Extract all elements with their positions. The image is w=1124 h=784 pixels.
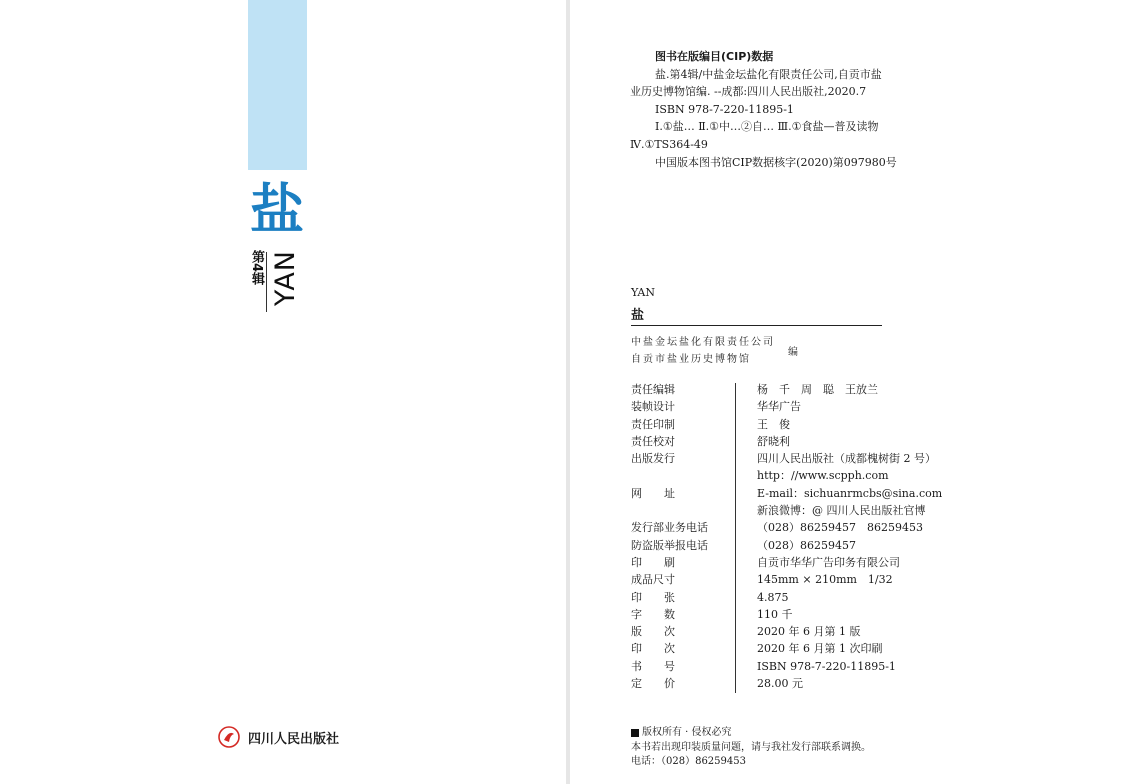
colophon-row (631, 485, 1071, 502)
rights-text: 版权所有 · 侵权必究 (642, 727, 732, 738)
colophon-value: 杨 千 周 聪 王放兰 (757, 383, 878, 396)
square-bullet-icon (631, 729, 639, 737)
colophon-label: 出版发行 (631, 452, 675, 466)
colophon-label: 印 刷 (631, 555, 675, 569)
colophon-row (631, 675, 1071, 692)
colophon-label: 印 次 (631, 642, 675, 656)
notice-line: 本书若出现印装质量问题，请与我社发行部联系调换。 (631, 741, 871, 753)
colophon-value: 华华广告 (757, 400, 801, 414)
right-page (570, 0, 1124, 784)
vertical-divider (266, 252, 267, 312)
colophon-value: 舒晓利 (757, 434, 790, 448)
colophon-value: 2020 年 6 月第 1 次印刷 (757, 642, 883, 656)
colophon-value: 四川人民出版社（成都槐树街 2 号） (757, 452, 936, 466)
colophon-row (631, 606, 1071, 623)
latin-title: YAN (270, 250, 301, 307)
publisher-name: 四川人民出版社 (248, 732, 340, 747)
colophon-value: 4.875 (757, 590, 789, 604)
colophon-row (631, 502, 1071, 519)
colophon-row (631, 537, 1071, 554)
colophon-label: 责任编辑 (631, 383, 675, 396)
cip-line: 盐.第4辑/中盐金坛盐化有限责任公司,自贡市盐 (655, 67, 882, 81)
colophon-value: 110 千 (757, 607, 793, 621)
colophon-label: 版 次 (631, 625, 675, 639)
colophon-row (631, 519, 1071, 536)
cip-block (630, 48, 930, 171)
colophon-value: 2020 年 6 月第 1 版 (757, 625, 861, 639)
publisher-logo-icon (218, 726, 240, 748)
colophon-row (631, 571, 1071, 588)
colophon-table (631, 381, 1071, 692)
colophon-label: 印 张 (631, 590, 675, 604)
colophon-value: 28.00 元 (757, 677, 803, 691)
colophon-row (631, 433, 1071, 450)
colophon-label: 字 数 (631, 607, 675, 621)
cip-line: Ⅳ.①TS364-49 (630, 137, 708, 151)
colophon-value: （028）86259457 (757, 538, 856, 552)
book-title-en: YAN (631, 286, 655, 299)
editor-org: 自贡市盐业历史博物馆 (631, 354, 751, 365)
colophon-value: 145mm × 210mm 1/32 (757, 573, 893, 587)
colophon-row (631, 640, 1071, 657)
colophon-value: 新浪微博：@ 四川人民出版社官博 (757, 504, 926, 518)
book-title-zh: 盐 (631, 308, 645, 323)
phone-line: 电话：（028）86259453 (631, 756, 746, 767)
colophon-row (631, 623, 1071, 640)
colophon-row (631, 398, 1071, 415)
colophon-row (631, 589, 1071, 606)
colophon-value: E-mail：sichuanrmcbs@sina.com (757, 486, 943, 500)
colophon-label: 网 址 (631, 486, 675, 500)
spine-color-bar (248, 0, 307, 170)
cover-title: 盐 (250, 178, 304, 241)
cip-line: 业历史博物馆编. --成都:四川人民出版社,2020.7 (630, 85, 867, 99)
colophon-label: 防盗版举报电话 (631, 538, 708, 552)
volume-label: 第4辑 (249, 250, 264, 286)
cip-heading: 图书在版编目(CIP)数据 (655, 50, 774, 63)
colophon-value: ISBN 978-7-220-11895-1 (757, 659, 896, 673)
rights-line (631, 726, 871, 741)
editors-block (631, 334, 775, 368)
colophon-row (631, 554, 1071, 571)
title-rule (631, 325, 882, 326)
colophon-row (631, 467, 1071, 484)
colophon-value: 自贡市华华广告印务有限公司 (757, 555, 900, 569)
colophon-label: 定 价 (631, 677, 675, 691)
colophon-label: 成品尺寸 (631, 573, 675, 587)
colophon-row (631, 450, 1071, 467)
colophon-label: 责任校对 (631, 434, 675, 448)
footer-notice (631, 726, 871, 770)
colophon-row (631, 416, 1071, 433)
cip-line: ISBN 978-7-220-11895-1 (655, 102, 794, 116)
colophon-label: 装帧设计 (631, 400, 675, 414)
colophon-value: 王 俊 (757, 417, 790, 431)
cip-line: 中国版本图书馆CIP数据核字(2020)第097980号 (655, 155, 897, 169)
cip-line: Ⅰ.①盐… Ⅱ.①中…②自… Ⅲ.①食盐—普及读物 (655, 120, 879, 134)
colophon-row (631, 381, 1071, 398)
colophon-value: （028）86259457 86259453 (757, 521, 923, 535)
editor-org: 中盐金坛盐化有限责任公司 (631, 337, 775, 348)
colophon-label: 书 号 (631, 659, 675, 673)
editor-suffix: 编 (788, 347, 798, 358)
colophon-row (631, 658, 1071, 675)
colophon-label: 发行部业务电话 (631, 521, 708, 535)
colophon-label: 责任印制 (631, 417, 675, 431)
colophon-value: http：//www.scpph.com (757, 469, 889, 483)
